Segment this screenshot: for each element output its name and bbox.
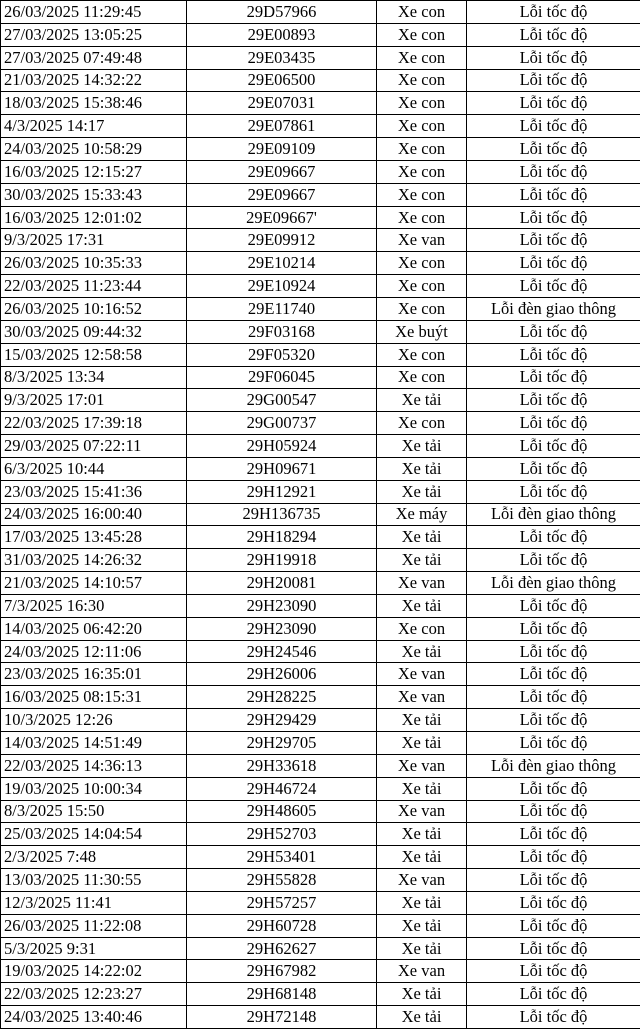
license-plate-cell: 29H09671 [187,457,377,480]
violation-type-cell: Lỗi tốc độ [467,549,640,572]
violation-time-cell: 22/03/2025 17:39:18 [1,412,187,435]
violation-type-cell: Lỗi tốc độ [467,160,640,183]
violation-time-cell: 4/3/2025 14:17 [1,115,187,138]
violation-type-cell: Lỗi tốc độ [467,138,640,161]
violation-type-cell: Lỗi tốc độ [467,732,640,755]
violation-type-cell: Lỗi tốc độ [467,914,640,937]
table-row [1,412,640,435]
table-row [1,252,640,275]
table-row [1,617,640,640]
violation-time-cell: 21/03/2025 14:32:22 [1,69,187,92]
violation-type-cell: Lỗi tốc độ [467,640,640,663]
license-plate-cell: 29H55828 [187,869,377,892]
violation-type-cell: Lỗi tốc độ [467,320,640,343]
license-plate-cell: 29F06045 [187,366,377,389]
table-row [1,663,640,686]
license-plate-cell: 29E10214 [187,252,377,275]
table-row [1,115,640,138]
violation-time-cell: 14/03/2025 14:51:49 [1,732,187,755]
violation-type-cell: Lỗi tốc độ [467,960,640,983]
vehicle-type-cell: Xe van [377,869,467,892]
table-row [1,549,640,572]
vehicle-type-cell: Xe con [377,366,467,389]
violation-type-cell: Lỗi tốc độ [467,252,640,275]
license-plate-cell: 29E10924 [187,275,377,298]
violation-time-cell: 16/03/2025 12:15:27 [1,160,187,183]
table-row [1,869,640,892]
license-plate-cell: 29H19918 [187,549,377,572]
table-row [1,526,640,549]
violation-time-cell: 2/3/2025 7:48 [1,846,187,869]
vehicle-type-cell: Xe máy [377,503,467,526]
table-row [1,389,640,412]
violation-type-cell: Lỗi đèn giao thông [467,572,640,595]
violation-time-cell: 24/03/2025 12:11:06 [1,640,187,663]
table-row [1,320,640,343]
vehicle-type-cell: Xe tải [377,983,467,1006]
vehicle-type-cell: Xe con [377,297,467,320]
license-plate-cell: 29E07861 [187,115,377,138]
vehicle-type-cell: Xe tải [377,914,467,937]
violation-type-cell: Lỗi đèn giao thông [467,297,640,320]
violation-time-cell: 9/3/2025 17:01 [1,389,187,412]
violation-time-cell: 17/03/2025 13:45:28 [1,526,187,549]
violation-time-cell: 26/03/2025 11:22:08 [1,914,187,937]
license-plate-cell: 29H29705 [187,732,377,755]
table-row [1,572,640,595]
license-plate-cell: 29H52703 [187,823,377,846]
license-plate-cell: 29H33618 [187,754,377,777]
vehicle-type-cell: Xe tải [377,846,467,869]
vehicle-type-cell: Xe con [377,115,467,138]
table-row [1,138,640,161]
vehicle-type-cell: Xe con [377,252,467,275]
vehicle-type-cell: Xe tải [377,640,467,663]
violation-type-cell: Lỗi tốc độ [467,69,640,92]
table-row [1,229,640,252]
license-plate-cell: 29G00737 [187,412,377,435]
violation-time-cell: 30/03/2025 15:33:43 [1,183,187,206]
violation-type-cell: Lỗi tốc độ [467,800,640,823]
vehicle-type-cell: Xe tải [377,732,467,755]
vehicle-type-cell: Xe con [377,412,467,435]
table-row [1,983,640,1006]
table-row [1,732,640,755]
violation-type-cell: Lỗi tốc độ [467,435,640,458]
vehicle-type-cell: Xe con [377,92,467,115]
license-plate-cell: 29H23090 [187,617,377,640]
violation-time-cell: 26/03/2025 10:16:52 [1,297,187,320]
violation-type-cell: Lỗi tốc độ [467,23,640,46]
violation-time-cell: 16/03/2025 08:15:31 [1,686,187,709]
table-row [1,160,640,183]
table-row [1,457,640,480]
vehicle-type-cell: Xe tải [377,389,467,412]
table-row [1,206,640,229]
violation-time-cell: 27/03/2025 13:05:25 [1,23,187,46]
license-plate-cell: 29H05924 [187,435,377,458]
license-plate-cell: 29H72148 [187,1006,377,1029]
violation-type-cell: Lỗi tốc độ [467,709,640,732]
table-row [1,366,640,389]
vehicle-type-cell: Xe van [377,229,467,252]
vehicle-type-cell: Xe buýt [377,320,467,343]
violation-type-cell: Lỗi tốc độ [467,412,640,435]
license-plate-cell: 29H26006 [187,663,377,686]
violation-type-cell: Lỗi tốc độ [467,663,640,686]
table-row [1,709,640,732]
violation-time-cell: 19/03/2025 14:22:02 [1,960,187,983]
vehicle-type-cell: Xe con [377,343,467,366]
violation-type-cell: Lỗi đèn giao thông [467,503,640,526]
vehicle-type-cell: Xe con [377,206,467,229]
license-plate-cell: 29E09912 [187,229,377,252]
license-plate-cell: 29H20081 [187,572,377,595]
violation-time-cell: 26/03/2025 11:29:45 [1,1,187,24]
license-plate-cell: 29D57966 [187,1,377,24]
table-row [1,846,640,869]
vehicle-type-cell: Xe con [377,138,467,161]
license-plate-cell: 29E06500 [187,69,377,92]
violation-time-cell: 6/3/2025 10:44 [1,457,187,480]
violation-type-cell: Lỗi tốc độ [467,343,640,366]
table-row [1,960,640,983]
violation-time-cell: 8/3/2025 15:50 [1,800,187,823]
license-plate-cell: 29E09667 [187,183,377,206]
violation-type-cell: Lỗi tốc độ [467,823,640,846]
vehicle-type-cell: Xe tải [377,891,467,914]
table-row [1,46,640,69]
license-plate-cell: 29H68148 [187,983,377,1006]
violation-time-cell: 7/3/2025 16:30 [1,594,187,617]
license-plate-cell: 29H60728 [187,914,377,937]
violation-time-cell: 23/03/2025 15:41:36 [1,480,187,503]
violation-time-cell: 21/03/2025 14:10:57 [1,572,187,595]
table-row [1,800,640,823]
violation-type-cell: Lỗi tốc độ [467,480,640,503]
violations-table-body [1,1,640,1029]
vehicle-type-cell: Xe tải [377,435,467,458]
violation-time-cell: 15/03/2025 12:58:58 [1,343,187,366]
vehicle-type-cell: Xe tải [377,1006,467,1029]
violation-type-cell: Lỗi tốc độ [467,869,640,892]
violation-time-cell: 10/3/2025 12:26 [1,709,187,732]
vehicle-type-cell: Xe con [377,1,467,24]
violation-time-cell: 27/03/2025 07:49:48 [1,46,187,69]
violation-type-cell: Lỗi tốc độ [467,275,640,298]
license-plate-cell: 29H57257 [187,891,377,914]
vehicle-type-cell: Xe tải [377,937,467,960]
table-row [1,1006,640,1029]
vehicle-type-cell: Xe con [377,183,467,206]
table-row [1,594,640,617]
violation-type-cell: Lỗi tốc độ [467,594,640,617]
violation-time-cell: 19/03/2025 10:00:34 [1,777,187,800]
table-row [1,69,640,92]
license-plate-cell: 29E03435 [187,46,377,69]
violation-time-cell: 24/03/2025 13:40:46 [1,1006,187,1029]
vehicle-type-cell: Xe con [377,275,467,298]
license-plate-cell: 29H28225 [187,686,377,709]
table-row [1,754,640,777]
violation-time-cell: 8/3/2025 13:34 [1,366,187,389]
violation-type-cell: Lỗi tốc độ [467,206,640,229]
violation-time-cell: 24/03/2025 10:58:29 [1,138,187,161]
violation-type-cell: Lỗi tốc độ [467,366,640,389]
license-plate-cell: 29E09109 [187,138,377,161]
violation-type-cell: Lỗi tốc độ [467,1006,640,1029]
license-plate-cell: 29E00893 [187,23,377,46]
vehicle-type-cell: Xe con [377,160,467,183]
violation-type-cell: Lỗi tốc độ [467,389,640,412]
violation-type-cell: Lỗi tốc độ [467,183,640,206]
violation-type-cell: Lỗi tốc độ [467,686,640,709]
table-row [1,435,640,458]
violation-time-cell: 12/3/2025 11:41 [1,891,187,914]
vehicle-type-cell: Xe tải [377,526,467,549]
violation-type-cell: Lỗi tốc độ [467,526,640,549]
vehicle-type-cell: Xe con [377,617,467,640]
violation-time-cell: 18/03/2025 15:38:46 [1,92,187,115]
violation-time-cell: 14/03/2025 06:42:20 [1,617,187,640]
table-row [1,183,640,206]
violation-type-cell: Lỗi tốc độ [467,617,640,640]
table-row [1,891,640,914]
table-row [1,1,640,24]
license-plate-cell: 29H67982 [187,960,377,983]
violation-time-cell: 5/3/2025 9:31 [1,937,187,960]
violation-time-cell: 30/03/2025 09:44:32 [1,320,187,343]
vehicle-type-cell: Xe van [377,572,467,595]
vehicle-type-cell: Xe con [377,46,467,69]
table-row [1,92,640,115]
license-plate-cell: 29H23090 [187,594,377,617]
license-plate-cell: 29G00547 [187,389,377,412]
vehicle-type-cell: Xe tải [377,457,467,480]
license-plate-cell: 29H18294 [187,526,377,549]
vehicle-type-cell: Xe van [377,663,467,686]
license-plate-cell: 29H12921 [187,480,377,503]
violation-type-cell: Lỗi tốc độ [467,46,640,69]
violation-type-cell: Lỗi tốc độ [467,983,640,1006]
violation-type-cell: Lỗi tốc độ [467,1,640,24]
violation-time-cell: 25/03/2025 14:04:54 [1,823,187,846]
vehicle-type-cell: Xe con [377,23,467,46]
license-plate-cell: 29H48605 [187,800,377,823]
table-row [1,640,640,663]
vehicle-type-cell: Xe van [377,754,467,777]
vehicle-type-cell: Xe van [377,960,467,983]
violation-type-cell: Lỗi đèn giao thông [467,754,640,777]
violation-time-cell: 22/03/2025 11:23:44 [1,275,187,298]
license-plate-cell: 29F03168 [187,320,377,343]
table-row [1,823,640,846]
violation-type-cell: Lỗi tốc độ [467,92,640,115]
table-row [1,937,640,960]
vehicle-type-cell: Xe tải [377,480,467,503]
table-row [1,914,640,937]
license-plate-cell: 29H29429 [187,709,377,732]
license-plate-cell: 29E07031 [187,92,377,115]
table-row [1,503,640,526]
vehicle-type-cell: Xe tải [377,777,467,800]
license-plate-cell: 29H62627 [187,937,377,960]
license-plate-cell: 29E09667' [187,206,377,229]
violation-type-cell: Lỗi tốc độ [467,229,640,252]
violation-type-cell: Lỗi tốc độ [467,937,640,960]
violation-time-cell: 26/03/2025 10:35:33 [1,252,187,275]
vehicle-type-cell: Xe tải [377,709,467,732]
license-plate-cell: 29F05320 [187,343,377,366]
table-row [1,343,640,366]
table-row [1,777,640,800]
license-plate-cell: 29H53401 [187,846,377,869]
table-row [1,686,640,709]
license-plate-cell: 29E11740 [187,297,377,320]
violation-time-cell: 9/3/2025 17:31 [1,229,187,252]
table-row [1,480,640,503]
license-plate-cell: 29H24546 [187,640,377,663]
violation-time-cell: 23/03/2025 16:35:01 [1,663,187,686]
violation-time-cell: 13/03/2025 11:30:55 [1,869,187,892]
table-row [1,275,640,298]
violation-type-cell: Lỗi tốc độ [467,457,640,480]
vehicle-type-cell: Xe tải [377,549,467,572]
vehicle-type-cell: Xe con [377,69,467,92]
table-row [1,23,640,46]
vehicle-type-cell: Xe tải [377,594,467,617]
violation-time-cell: 16/03/2025 12:01:02 [1,206,187,229]
violation-time-cell: 24/03/2025 16:00:40 [1,503,187,526]
violation-time-cell: 22/03/2025 14:36:13 [1,754,187,777]
vehicle-type-cell: Xe tải [377,823,467,846]
violation-type-cell: Lỗi tốc độ [467,777,640,800]
violation-time-cell: 31/03/2025 14:26:32 [1,549,187,572]
vehicle-type-cell: Xe van [377,800,467,823]
license-plate-cell: 29E09667 [187,160,377,183]
table-row [1,297,640,320]
license-plate-cell: 29H46724 [187,777,377,800]
violation-time-cell: 22/03/2025 12:23:27 [1,983,187,1006]
violation-type-cell: Lỗi tốc độ [467,846,640,869]
violation-type-cell: Lỗi tốc độ [467,891,640,914]
violation-type-cell: Lỗi tốc độ [467,115,640,138]
license-plate-cell: 29H136735 [187,503,377,526]
vehicle-type-cell: Xe van [377,686,467,709]
violation-time-cell: 29/03/2025 07:22:11 [1,435,187,458]
